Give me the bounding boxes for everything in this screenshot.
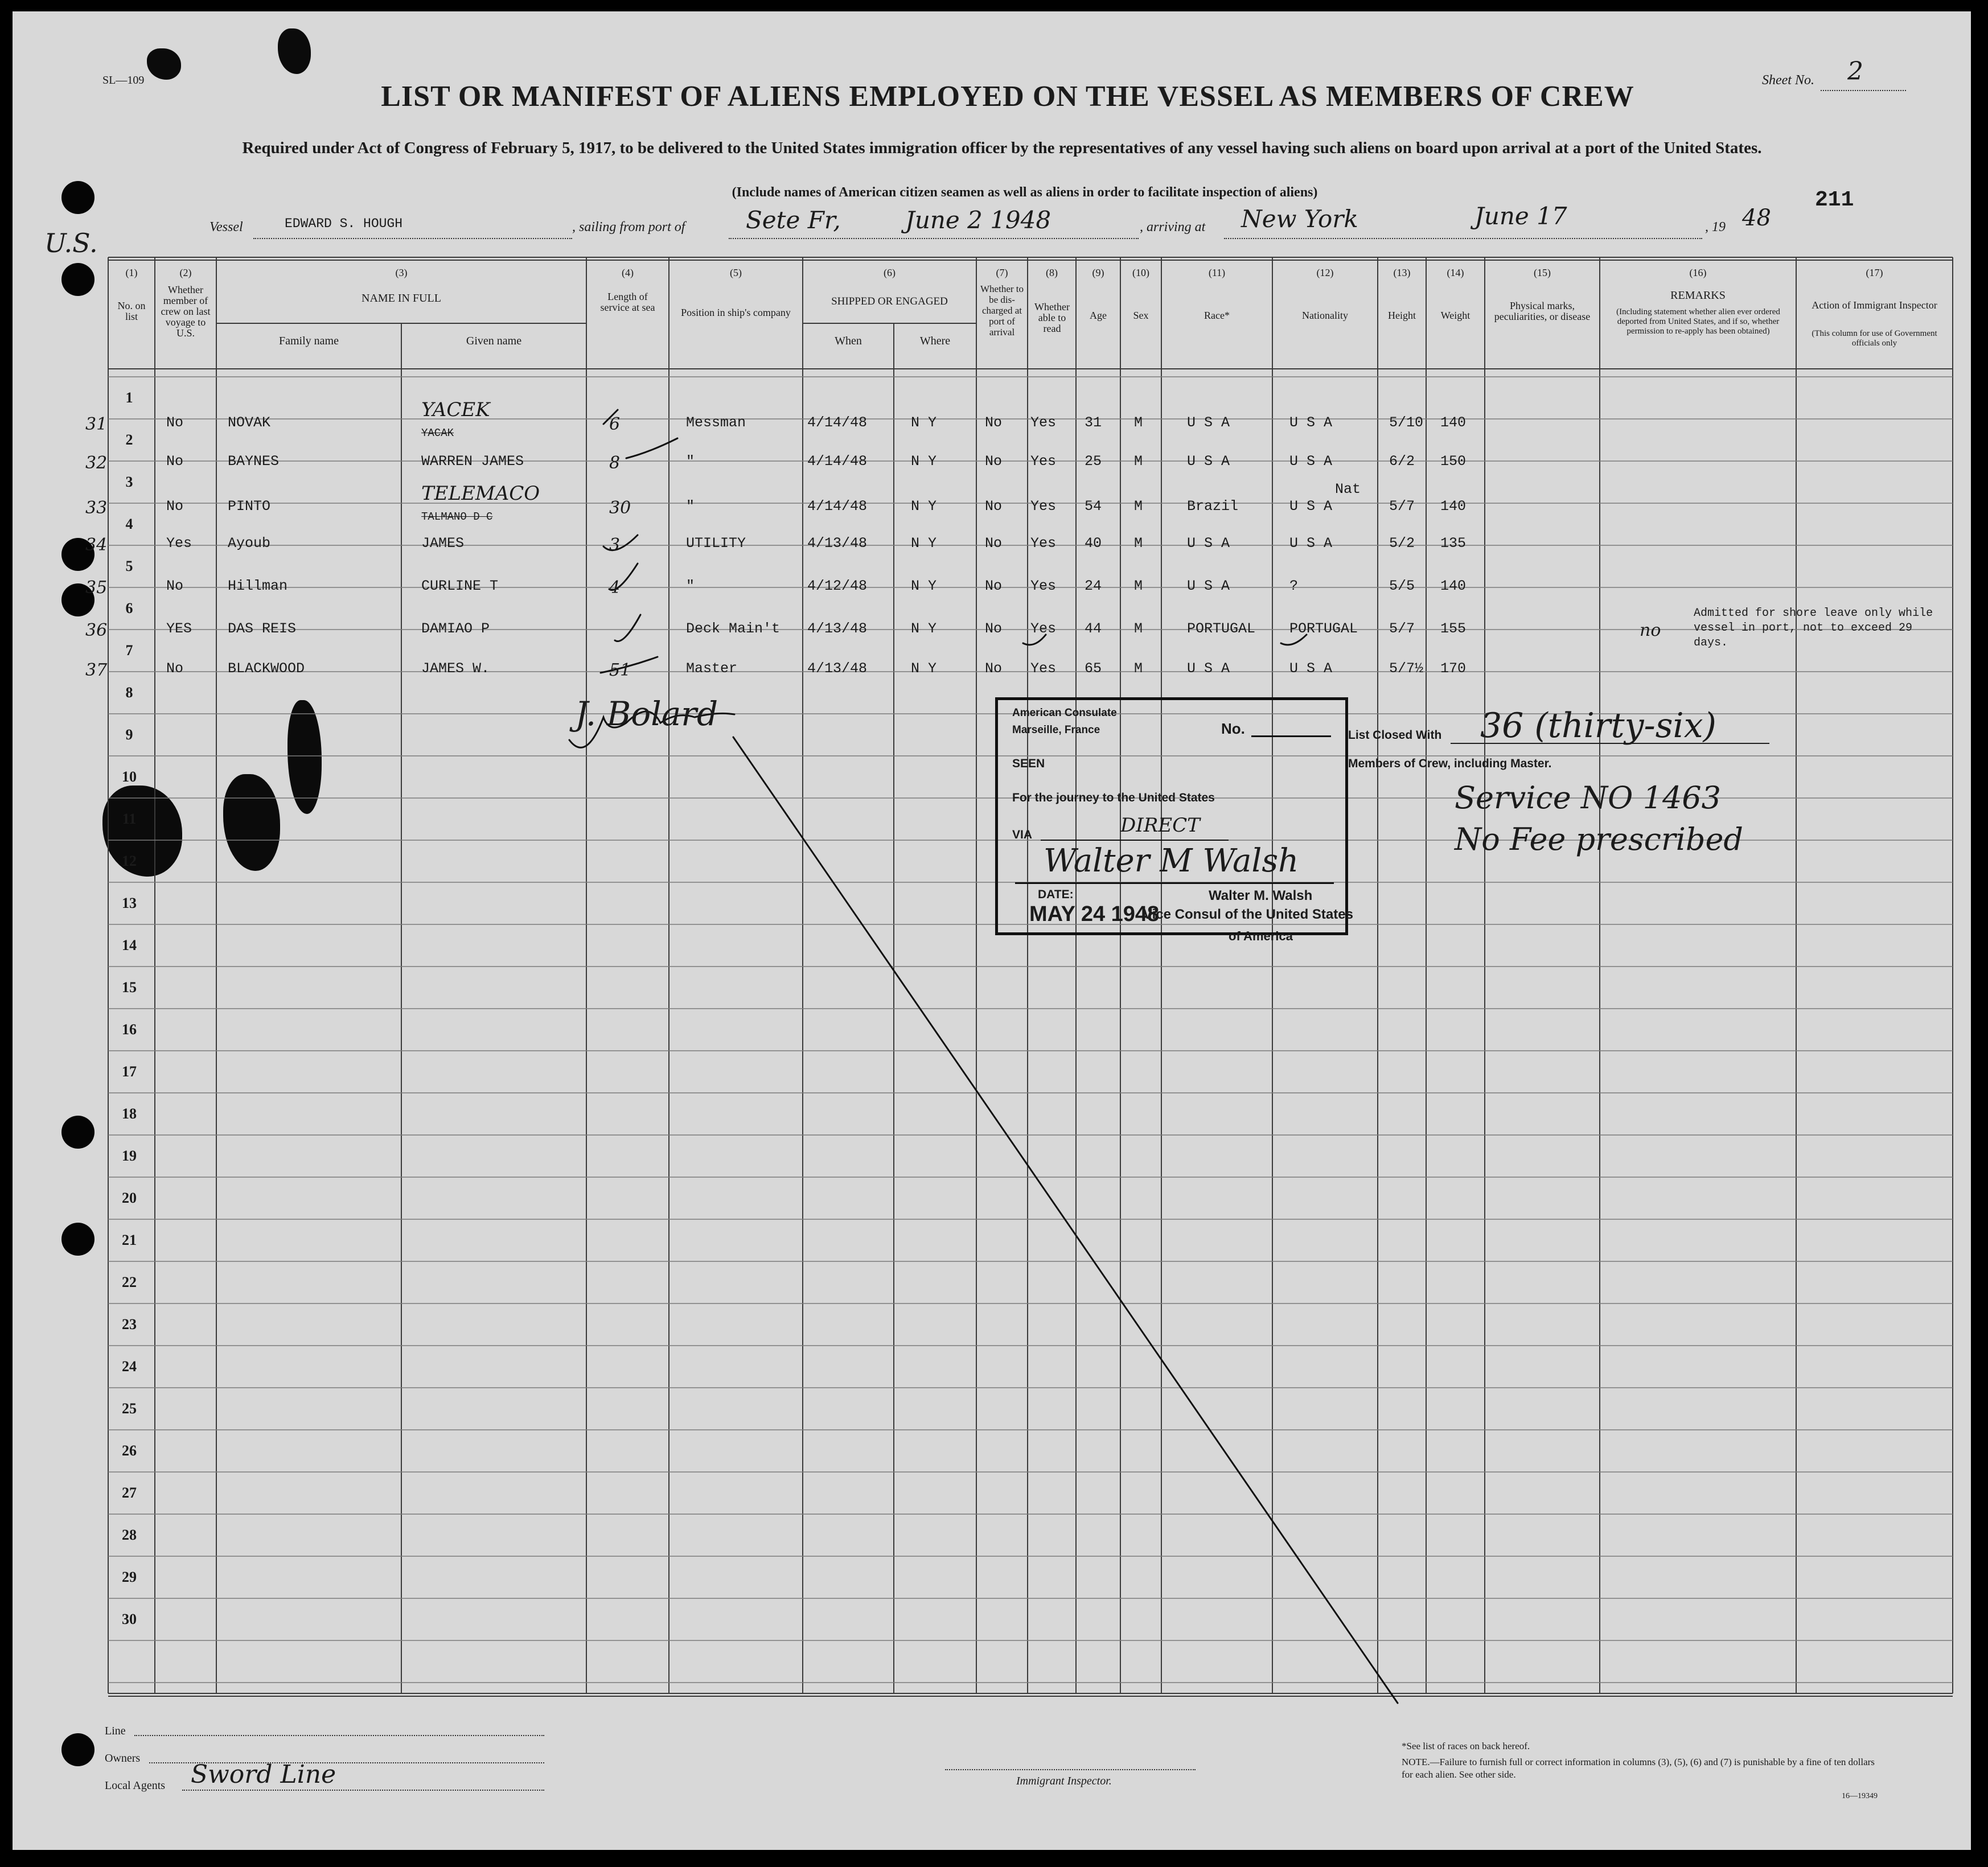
crew-age: 65 [1085,660,1102,677]
crew-service-length: 6 [609,414,621,434]
row-number: 20 [122,1190,137,1206]
crew-list-no: 33 [85,498,108,518]
crew-race: Brazil [1187,498,1239,515]
crew-shipped-where: N Y [911,453,937,470]
crew-read-flag: Yes [1030,578,1057,594]
crew-family-name: NOVAK [228,414,271,431]
crew-shipped-when: 4/13/48 [807,620,868,637]
footer-note: NOTE.—Failure to furnish full or correct information in columns (3), (5), (6) and (7) is punishable by a fine of ten dollars for each alien. See other side. [1402,1757,1875,1780]
header-height: Height [1388,310,1416,321]
crew-weight: 140 [1440,578,1467,594]
crew-list-no: 32 [85,453,108,473]
col-num-1: (1) [125,267,138,278]
crew-given-name: DAMIAO P [421,620,490,637]
closed-value: 36 (thirty-six) [1480,706,1716,746]
stamp-signer-title: Vice Consul of the United States [1143,907,1353,922]
header-age: Age [1090,310,1107,321]
line-label: Line [105,1725,126,1737]
year: 48 [1742,205,1771,231]
stamp-signer: Walter M. Walsh [1209,888,1313,903]
crew-nationality: ? [1289,578,1299,594]
crew-sex: M [1134,453,1143,470]
crew-read-flag: Yes [1030,498,1057,515]
crew-shipped-where: N Y [911,578,937,594]
crew-family-name: PINTO [228,498,271,515]
crew-height: 5/7 [1389,620,1415,637]
fee-note: No Fee prescribed [1455,821,1743,857]
header-length-service: Length of service at sea [600,291,655,313]
crew-member-flag: YES [166,620,192,637]
row-number: 6 [125,600,133,616]
row-number: 4 [125,516,133,532]
crew-given-name-struck: YACAK [421,427,454,439]
form-subtitle: Required under Act of Congress of February 5, 1917, to be delivered to the United States immigration officer by the representatives of any vessel having such aliens on board upon arrival at a port of the United States. [242,139,1762,157]
header-remarks: REMARKS [1670,289,1726,302]
row-number: 26 [122,1442,137,1459]
crew-weight: 140 [1440,498,1467,515]
crew-position: " [686,498,695,515]
crew-service-length: 3 [609,535,621,555]
crew-read-flag: Yes [1030,414,1057,431]
row-number: 22 [122,1274,137,1290]
header-given-name: Given name [466,335,522,347]
row-number: 28 [122,1527,137,1543]
stamp-date-label: DATE: [1038,888,1074,901]
crew-action: Admitted for shore leave only while vessel in port, not to exceed 29 days. [1694,607,1933,649]
crew-race: U S A [1187,453,1230,470]
vessel-name: EDWARD S. HOUGH [285,216,403,231]
arriving-label: , arriving at [1140,220,1206,235]
crew-height: 6/2 [1389,453,1415,470]
vessel-label: Vessel [210,220,243,235]
crew-sex: M [1134,620,1143,637]
crew-nationality: U S A [1289,660,1333,677]
crew-discharge-flag: No [985,578,1003,594]
row-number: 9 [125,726,133,743]
crew-remarks: no [1640,620,1661,640]
crew-family-name: Hillman [228,578,288,594]
row-number: 27 [122,1484,137,1501]
crew-shipped-where: N Y [911,414,937,431]
sailing-port: Sete Fr, [746,206,841,234]
crew-shipped-when: 4/12/48 [807,578,868,594]
crew-given-name: YACEK [421,398,490,421]
crew-read-flag: Yes [1030,535,1057,552]
col-num-5: (5) [730,267,742,278]
row-number: 8 [125,684,133,701]
sheet-number: 2 [1847,57,1863,86]
crew-member-flag: No [166,414,184,431]
row-number: 10 [122,768,137,785]
crew-family-name: BLACKWOOD [228,660,305,677]
crew-nationality-note: Nat [1335,481,1361,497]
crew-age: 54 [1085,498,1102,515]
row-number: 21 [122,1232,137,1248]
crew-member-flag: Yes [166,535,192,552]
stamp-signer-title2: of America [1229,929,1293,943]
row-number: 11 [122,811,137,827]
crew-shipped-when: 4/14/48 [807,453,868,470]
row-number: 5 [125,558,133,574]
stamp-via-label: VIA [1012,828,1033,841]
header-able-read: Whether able to read [1034,301,1070,334]
header-name-in-full: NAME IN FULL [362,292,441,305]
row-number: 1 [125,389,133,406]
crew-height: 5/2 [1389,535,1415,552]
crew-sex: M [1134,498,1143,515]
consular-stamp [995,697,1353,935]
col-num-14: (14) [1447,267,1464,278]
crew-discharge-flag: No [985,535,1003,552]
crew-member-flag: No [166,453,184,470]
row-number: 3 [125,474,133,490]
col-num-7: (7) [996,267,1008,278]
crew-height: 5/10 [1389,414,1424,431]
crew-discharge-flag: No [985,498,1003,515]
crew-race: PORTUGAL [1187,620,1256,637]
crew-race: U S A [1187,660,1230,677]
crew-age: 44 [1085,620,1102,637]
crew-list-no: 31 [85,414,108,434]
owners-label: Owners [105,1752,141,1765]
header-race: Race* [1204,310,1230,321]
crew-nationality: U S A [1289,498,1333,515]
col-num-2: (2) [179,267,192,278]
stamp-no-label: No. [1221,720,1245,737]
closed-label: List Closed With [1348,729,1442,742]
crew-given-name: JAMES [421,535,465,552]
service-number: Service NO 1463 [1455,780,1722,816]
crew-height: 5/7½ [1389,660,1424,677]
crew-age: 24 [1085,578,1102,594]
header-when: When [835,335,862,347]
master-signature: J. Bolard [575,694,718,733]
header-where: Where [919,335,951,347]
crew-list-no: 34 [85,535,108,555]
row-number: 29 [122,1569,137,1585]
crew-service-length: 8 [609,453,621,473]
crew-shipped-where: N Y [911,620,937,637]
crew-given-name: CURLINE T [421,578,499,594]
row-number: 25 [122,1400,137,1417]
margin-note: U.S. [44,228,98,258]
row-number: 7 [125,642,133,659]
arriving-date: June 17 [1474,202,1567,230]
crew-service-length: 30 [609,498,631,518]
header-discharged: Whether to be dis-charged at port of arrival [980,283,1024,338]
crew-read-flag: Yes [1030,620,1057,637]
stamp-date: MAY 24 1948 [1029,902,1160,926]
crew-given-name: JAMES W. [421,660,490,677]
header-nationality: Nationality [1302,310,1348,321]
col-num-11: (11) [1208,267,1226,278]
row-number: 19 [122,1148,137,1164]
crew-list-no: 37 [85,660,108,680]
row-number: 23 [122,1316,137,1333]
crew-discharge-flag: No [985,414,1003,431]
header-no-on-list: No. on list [117,300,146,322]
crew-discharge-flag: No [985,620,1003,637]
crew-nationality: U S A [1289,535,1333,552]
stamp-signature: Walter M Walsh [1044,842,1299,879]
header-weight: Weight [1440,310,1471,321]
crew-given-name: WARREN JAMES [421,453,524,470]
crew-nationality: PORTUGAL [1289,620,1358,637]
crew-position: " [686,453,695,470]
crew-discharge-flag: No [985,453,1003,470]
crew-weight: 135 [1440,535,1467,552]
row-number: 2 [125,431,133,448]
crew-shipped-where: N Y [911,498,937,515]
crew-family-name: BAYNES [228,453,280,470]
col-num-6: (6) [884,267,896,278]
crew-shipped-when: 4/14/48 [807,498,868,515]
crew-discharge-flag: No [985,660,1003,677]
crew-read-flag: Yes [1030,660,1057,677]
crew-member-flag: No [166,660,184,677]
row-number: 13 [122,895,137,911]
col-num-10: (10) [1132,267,1149,278]
crew-nationality: U S A [1289,453,1333,470]
crew-family-name: DAS REIS [228,620,297,637]
crew-family-name: Ayoub [228,535,271,552]
crew-given-name: TELEMACO [421,482,540,505]
header-action-note: (This column for use of Government officials only [1812,329,1937,348]
include-note: (Include names of American citizen seamen as well as aliens in order to facilitate inspection of aliens) [732,185,1318,200]
page-number: 211 [1815,188,1854,212]
form-title: LIST OR MANIFEST OF ALIENS EMPLOYED ON THE VESSEL AS MEMBERS OF CREW [381,80,1634,113]
race-note: *See list of races on back hereof. [1402,1741,1530,1751]
col-num-8: (8) [1046,267,1058,278]
crew-weight: 155 [1440,620,1467,637]
header-remarks-note: (Including statement whether alien ever ordered deported from United States, and if so, whether permission to re-apply has been obtained) [1616,307,1780,336]
header-family-name: Family name [279,335,339,347]
crew-service-length: 4 [609,578,621,598]
crew-age: 25 [1085,453,1102,470]
crew-position: " [686,578,695,594]
row-number: 14 [122,937,137,953]
crew-shipped-where: N Y [911,660,937,677]
row-number: 30 [122,1611,137,1627]
crew-race: U S A [1187,578,1230,594]
crew-read-flag: Yes [1030,453,1057,470]
crew-nationality: U S A [1289,414,1333,431]
crew-list-no: 35 [85,578,108,598]
header-action: Action of Immigrant Inspector [1812,299,1937,311]
crew-height: 5/7 [1389,498,1415,515]
crew-member-flag: No [166,498,184,515]
col-num-4: (4) [622,267,634,278]
stamp-via: DIRECT [1120,814,1200,837]
crew-sex: M [1134,535,1143,552]
crew-position: UTILITY [686,535,746,552]
crew-service-length: 51 [609,660,631,680]
crew-given-name-struck: TALMANO D C [421,511,493,523]
arriving-port: New York [1241,205,1358,233]
crew-age: 31 [1085,414,1102,431]
row-number: 12 [122,853,137,869]
col-num-12: (12) [1316,267,1334,278]
form-code: SL—109 [102,74,145,87]
crew-position: Messman [686,414,746,431]
crew-shipped-when: 4/13/48 [807,535,868,552]
stamp-seen: SEEN [1012,757,1045,770]
col-num-3: (3) [395,267,408,278]
crew-height: 5/5 [1389,578,1415,594]
header-sex: Sex [1133,310,1149,321]
row-number: 15 [122,979,137,996]
header-shipped: SHIPPED OR ENGAGED [831,295,948,307]
header-physical: Physical marks, peculiarities, or disease [1494,300,1591,322]
header-whether-member: Whether member of crew on last voyage to U.S. [161,284,211,339]
crew-list-no: 36 [85,620,108,640]
row-number: 17 [122,1063,137,1080]
local-agents: Sword Line [191,1760,336,1789]
col-num-9: (9) [1092,267,1104,278]
header-position: Position in ship's company [681,307,791,318]
crew-sex: M [1134,578,1143,594]
crew-position: Deck Main't [686,620,781,637]
crew-sex: M [1134,660,1143,677]
crew-race: U S A [1187,535,1230,552]
form-number: 16—19349 [1842,1792,1878,1800]
crew-weight: 140 [1440,414,1467,431]
crew-shipped-where: N Y [911,535,937,552]
col-num-15: (15) [1534,267,1551,278]
year-prefix: , 19 [1705,220,1726,235]
row-number: 24 [122,1358,137,1375]
col-num-13: (13) [1393,267,1411,278]
sailing-date: June 2 1948 [905,206,1051,234]
col-num-17: (17) [1866,267,1883,278]
stamp-city: Marseille, France [1012,724,1100,736]
crew-shipped-when: 4/13/48 [807,660,868,677]
sailing-label: , sailing from port of [572,220,685,235]
stamp-journey: For the journey to the United States [1012,791,1215,804]
inspector-label: Immigrant Inspector. [1016,1775,1112,1787]
row-number: 18 [122,1105,137,1122]
members-label: Members of Crew, including Master. [1348,757,1552,770]
agents-label: Local Agents [105,1779,166,1792]
row-number: 16 [122,1021,137,1038]
crew-weight: 150 [1440,453,1467,470]
stamp-consulate: American Consulate [1012,707,1117,719]
crew-position: Master [686,660,738,677]
crew-sex: M [1134,414,1143,431]
sheet-label: Sheet No. [1762,73,1814,88]
col-num-16: (16) [1689,267,1707,278]
crew-race: U S A [1187,414,1230,431]
crew-weight: 170 [1440,660,1467,677]
crew-member-flag: No [166,578,184,594]
crew-age: 40 [1085,535,1102,552]
crew-shipped-when: 4/14/48 [807,414,868,431]
